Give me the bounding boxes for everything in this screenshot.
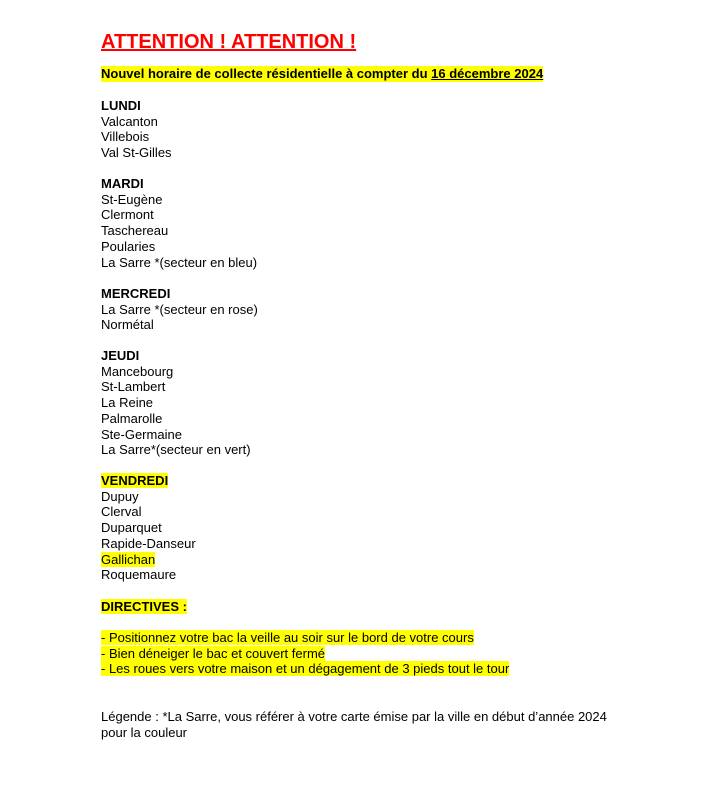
day-heading-lundi: LUNDI (101, 98, 141, 113)
list-item: Poularies (101, 238, 156, 254)
list-item: St-Eugène (101, 191, 163, 207)
list-item: Normétal (101, 317, 154, 333)
list-item: La Reine (101, 395, 154, 411)
section-directives (101, 599, 187, 615)
section-mercredi (101, 286, 258, 333)
list-item: Duparquet (101, 520, 162, 536)
list-item: Clerval (101, 504, 142, 520)
list-item: La Sarre *(secteur en rose) (101, 301, 258, 317)
section-lundi (101, 98, 172, 161)
list-item: Rapide-Danseur (101, 535, 196, 551)
directives-list (101, 630, 509, 677)
list-item: Valcanton (101, 113, 158, 129)
schedule-subtitle (101, 66, 543, 82)
list-item: Ste-Germaine (101, 426, 182, 442)
day-heading-jeudi: JEUDI (101, 348, 140, 363)
directive-item: - Les roues vers votre maison et un dégagement de 3 pieds tout le tour (101, 661, 510, 677)
directive-item: - Bien déneiger le bac et couvert fermé (101, 645, 326, 661)
list-item: La Sarre*(secteur en vert) (101, 442, 251, 458)
subtitle-date: 16 décembre 2024 (431, 66, 544, 81)
list-item: St-Lambert (101, 379, 166, 395)
section-vendredi (101, 473, 196, 583)
directives-heading: DIRECTIVES : (101, 599, 187, 614)
list-item: Roquemaure (101, 567, 177, 583)
list-item: Palmarolle (101, 410, 163, 426)
section-mardi (101, 176, 257, 270)
day-heading-mercredi: MERCREDI (101, 286, 171, 301)
day-heading-mardi: MARDI (101, 176, 144, 191)
directive-item: - Positionnez votre bac la veille au soir sur le bord de votre cours (101, 630, 474, 645)
subtitle-text: Nouvel horaire de collecte résidentielle à compter du (101, 66, 432, 81)
page-title: ATTENTION ! ATTENTION ! (101, 31, 357, 53)
section-jeudi (101, 348, 251, 458)
list-item: Clermont (101, 207, 154, 223)
list-item: Taschereau (101, 223, 169, 239)
list-item: Dupuy (101, 488, 139, 504)
list-item: Mancebourg (101, 363, 174, 379)
day-heading-vendredi: VENDREDI (101, 473, 169, 488)
list-item-highlighted: Gallichan (101, 551, 156, 567)
legend-note: Légende : *La Sarre, vous référer à votre carte émise par la ville en début d’année 2024 pour la couleur (101, 709, 607, 740)
list-item: La Sarre *(secteur en bleu) (101, 254, 258, 270)
list-item: Val St-Gilles (101, 145, 172, 161)
list-item: Villebois (101, 129, 150, 145)
